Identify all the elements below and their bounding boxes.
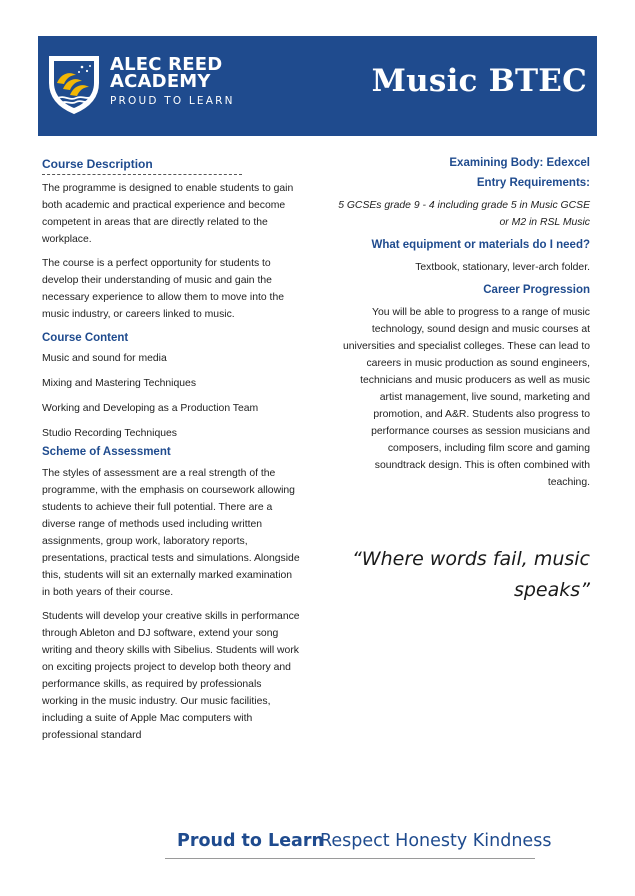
course-description-paragraph-2: The course is a perfect opportunity for students to develop their understanding of music and gain the necessary experience to allow them to move into the music industry, or careers linked to music.: [42, 258, 284, 320]
course-content-item: Mixing and Mastering Techniques: [42, 378, 197, 389]
footer-motto: [165, 829, 552, 859]
entry-requirements-heading: Entry Requirements:: [476, 177, 590, 189]
assessment-heading: Scheme of Assessment: [42, 446, 171, 458]
school-name-line1: ALEC REED: [110, 54, 223, 75]
entry-requirements-line-1: 5 GCSEs grade 9 - 4 including grade 5 in Music GCSE: [338, 200, 590, 211]
assessment-paragraph-2: Students will develop your creative skills in performance through Ableton and DJ software, extend your song writing and theory skills with Sibelius. Students will work on exciting projects project to develop both theory and performance skills, as required by professionals working in the music industry. Our music facilities, including a suite of Apple Mac computers with professional standard: [42, 611, 300, 741]
course-content-item: Music and sound for media: [42, 353, 167, 364]
examining-body: Examining Body: Edexcel: [449, 157, 590, 169]
assessment-paragraph-1: The styles of assessment are a real strength of the programme, with the emphasis on coursework allowing students to achieve their full potential. There are a diverse range of methods used including written assignments, group work, laboratory reports, presentations, practical tests and simulations. Alongside this, students will sit an externally marked examination in both years of their course.: [42, 468, 300, 598]
course-description-paragraph-1: The programme is designed to enable students to gain both academic and practical experience and become competent in areas that are directly related to the workplace.: [42, 183, 294, 245]
school-tagline: PROUD TO LEARN: [110, 95, 235, 107]
music-quote: [330, 544, 590, 606]
quote-line-1: “Where words fail, music: [351, 548, 590, 570]
school-brand: [110, 56, 235, 107]
school-name-line2: ACADEMY: [110, 71, 211, 92]
equipment-heading: What equipment or materials do I need?: [371, 239, 590, 251]
course-content-item: Working and Developing as a Production Team: [42, 403, 259, 414]
equipment-text: Textbook, stationary, lever-arch folder.: [415, 262, 590, 273]
course-description-heading: Course Description: [42, 157, 242, 175]
right-column: [336, 157, 590, 491]
course-content-item: Studio Recording Techniques: [42, 428, 177, 439]
career-progression-heading: Career Progression: [483, 284, 590, 296]
left-column: [42, 157, 300, 744]
course-content-heading: Course Content: [42, 332, 129, 344]
career-progression-text: You will be able to progress to a range of music technology, sound design and music courses at universities and specialist colleges. These can lead to careers in music production as sound engineers, technicians and music producers as well as music artist management, live sound, marketing and promotion, and A&R. Students also progress to performance courses as session musicians and composers, including film score and gaming soundtrack design. This is often combined with teaching.: [342, 307, 590, 488]
footer-proud-to-learn: Proud to Learn: [177, 831, 324, 851]
quote-line-2: speaks”: [513, 579, 590, 601]
header-banner: [38, 36, 597, 136]
entry-requirements-line-2: or M2 in RSL Music: [499, 217, 590, 228]
academy-crest-icon: [46, 53, 102, 115]
page-title: Music BTEC: [371, 63, 587, 99]
footer-values: Respect Honesty Kindness: [320, 831, 552, 851]
